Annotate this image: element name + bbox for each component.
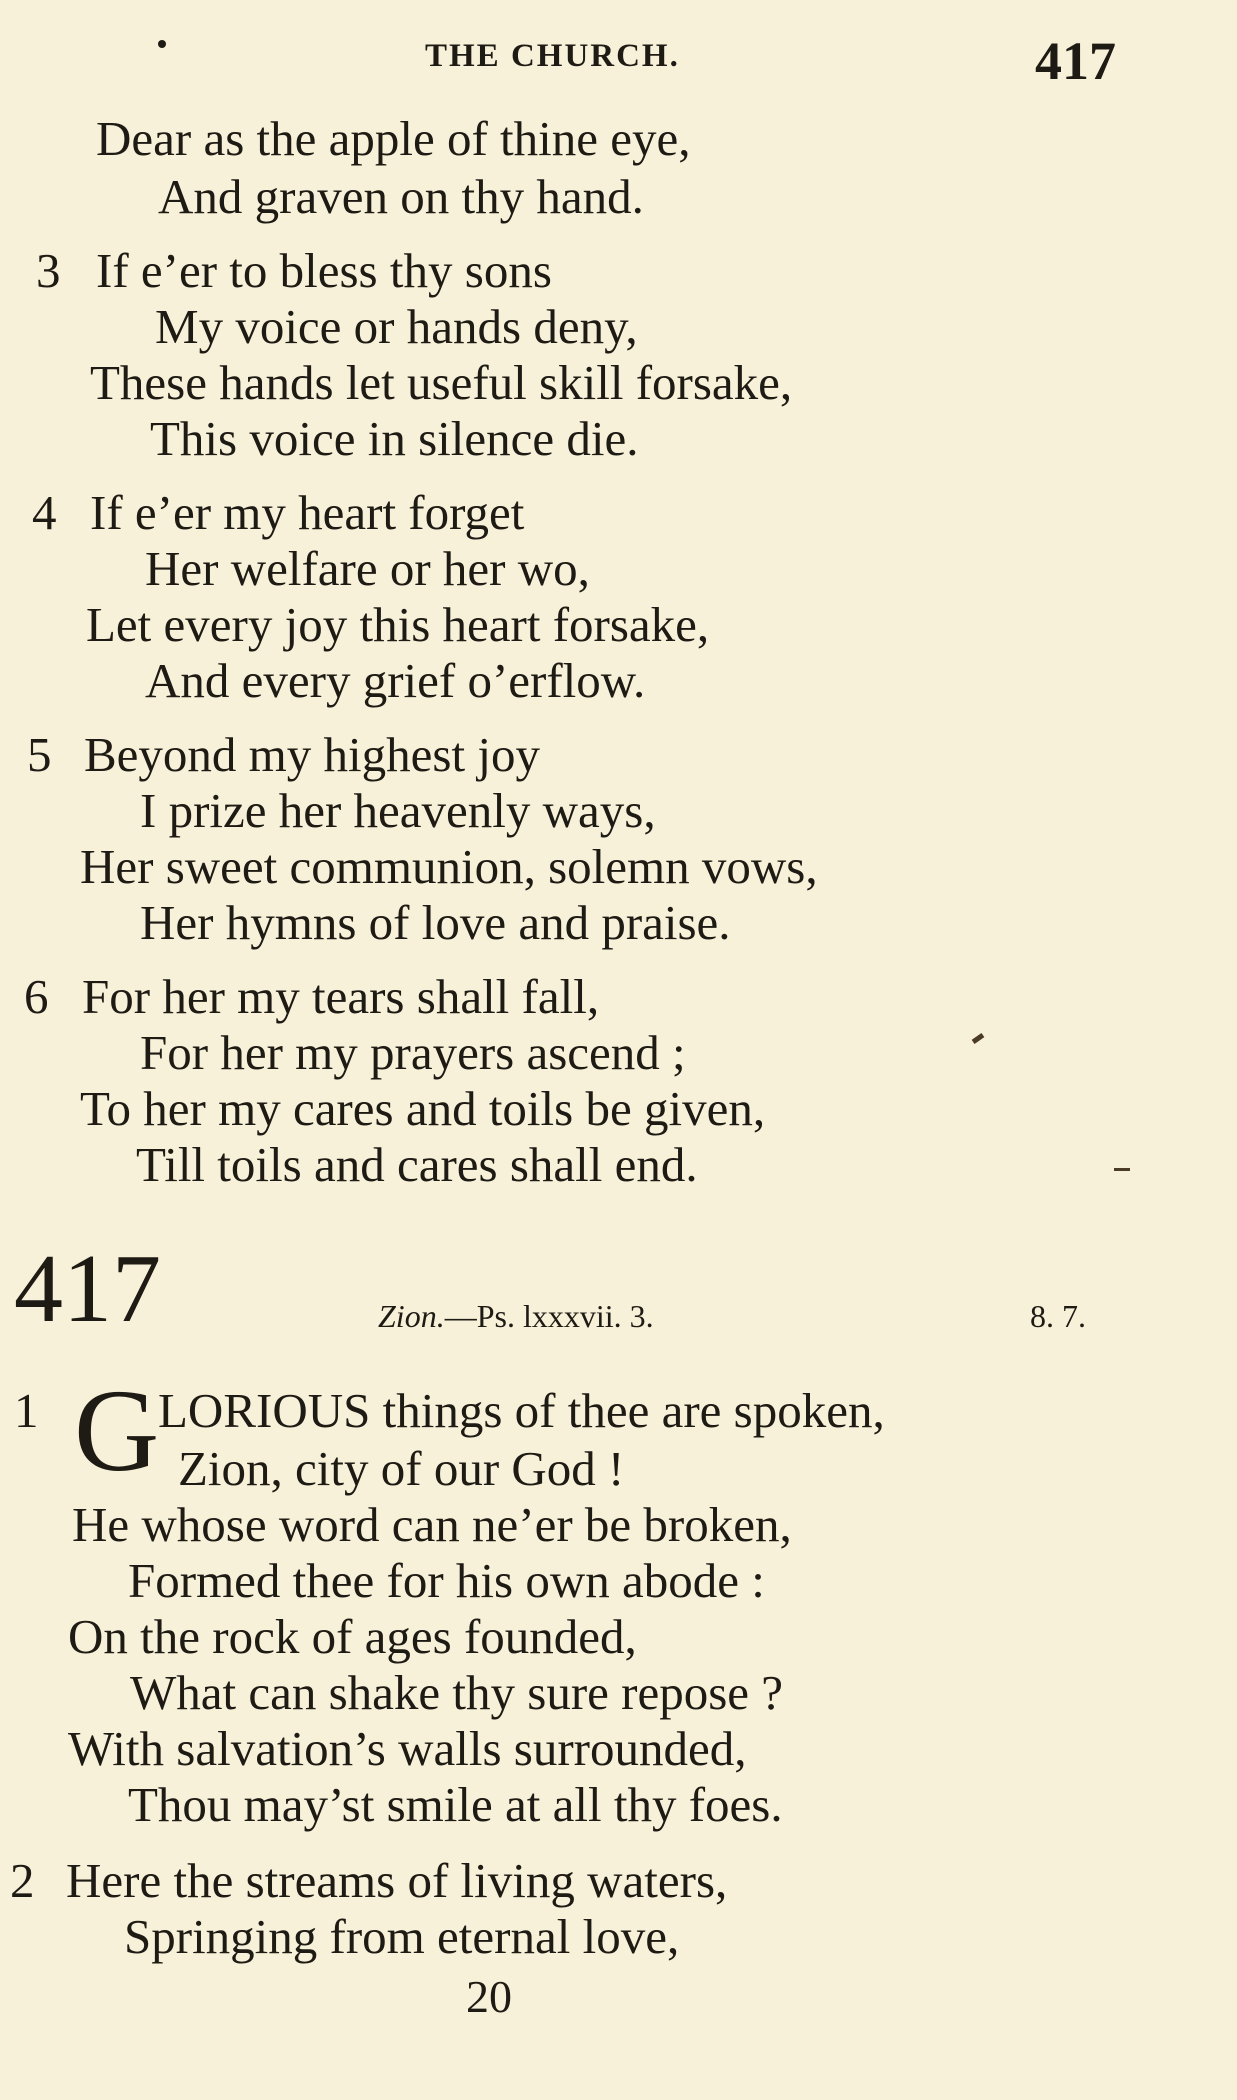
ink-speck (972, 1033, 985, 1044)
ink-dash (1114, 1168, 1130, 1171)
verse-number: 1 (14, 1383, 39, 1438)
verse-number: 2 (10, 1853, 35, 1908)
hymn-line: I prize her heavenly ways, (140, 783, 656, 838)
hymn-line: What can shake thy sure repose ? (130, 1665, 784, 1720)
verse-number: 4 (32, 485, 57, 540)
hymn-line: On the rock of ages founded, (68, 1609, 637, 1664)
hymn-line: And every grief o’erflow. (145, 653, 646, 708)
running-title: THE CHURCH. (425, 38, 680, 74)
hymn-tune-name: Zion. (378, 1298, 445, 1334)
hymn-line: Her welfare or her wo, (145, 541, 590, 596)
page-number: 417 (1035, 31, 1116, 91)
hymn-line: Her sweet communion, solemn vows, (80, 839, 818, 894)
hymn-line: LORIOUS things of thee are spoken, (158, 1383, 885, 1438)
hymn-number: 417 (14, 1235, 161, 1343)
hymn-line: For her my prayers ascend ; (140, 1025, 686, 1080)
verse-number: 5 (27, 727, 52, 782)
verse-number: 6 (24, 969, 49, 1024)
hymn-line: For her my tears shall fall, (82, 969, 600, 1024)
hymn-line: Beyond my highest joy (84, 727, 540, 782)
scripture-reference: —Ps. lxxxvii. 3. (444, 1298, 654, 1334)
hymn-line: My voice or hands deny, (155, 299, 638, 354)
hymn-line: This voice in silence die. (150, 411, 639, 466)
hymn-reference (378, 1298, 654, 1335)
hymn-line: Till toils and cares shall end. (136, 1137, 698, 1192)
hymn-line: Springing from eternal love, (124, 1909, 680, 1964)
hymn-meter: 8. 7. (1030, 1298, 1086, 1334)
hymn-line: If e’er to bless thy sons (96, 243, 552, 298)
hymn-line: Here the streams of living waters, (66, 1853, 728, 1908)
hymn-line: These hands let useful skill forsake, (90, 355, 793, 410)
hymn-line: If e’er my heart forget (90, 485, 525, 540)
hymn-line: He whose word can ne’er be broken, (72, 1497, 792, 1552)
signature-mark: 20 (466, 1971, 512, 2022)
drop-cap: G (74, 1365, 160, 1496)
hymn-line: Dear as the apple of thine eye, (96, 111, 691, 166)
hymn-line: With salvation’s walls surrounded, (68, 1721, 747, 1776)
hymn-line: Let every joy this heart forsake, (86, 597, 710, 652)
hymn-line: And graven on thy hand. (158, 169, 644, 224)
hymn-line: Her hymns of love and praise. (140, 895, 731, 950)
hymn-line: Zion, city of our God ! (178, 1441, 625, 1496)
verse-number: 3 (36, 243, 61, 298)
hymn-line: Thou may’st smile at all thy foes. (128, 1777, 783, 1832)
header-ornament-dot (158, 40, 166, 48)
hymn-line: To her my cares and toils be given, (80, 1081, 766, 1136)
hymn-line: Formed thee for his own abode : (128, 1553, 765, 1608)
